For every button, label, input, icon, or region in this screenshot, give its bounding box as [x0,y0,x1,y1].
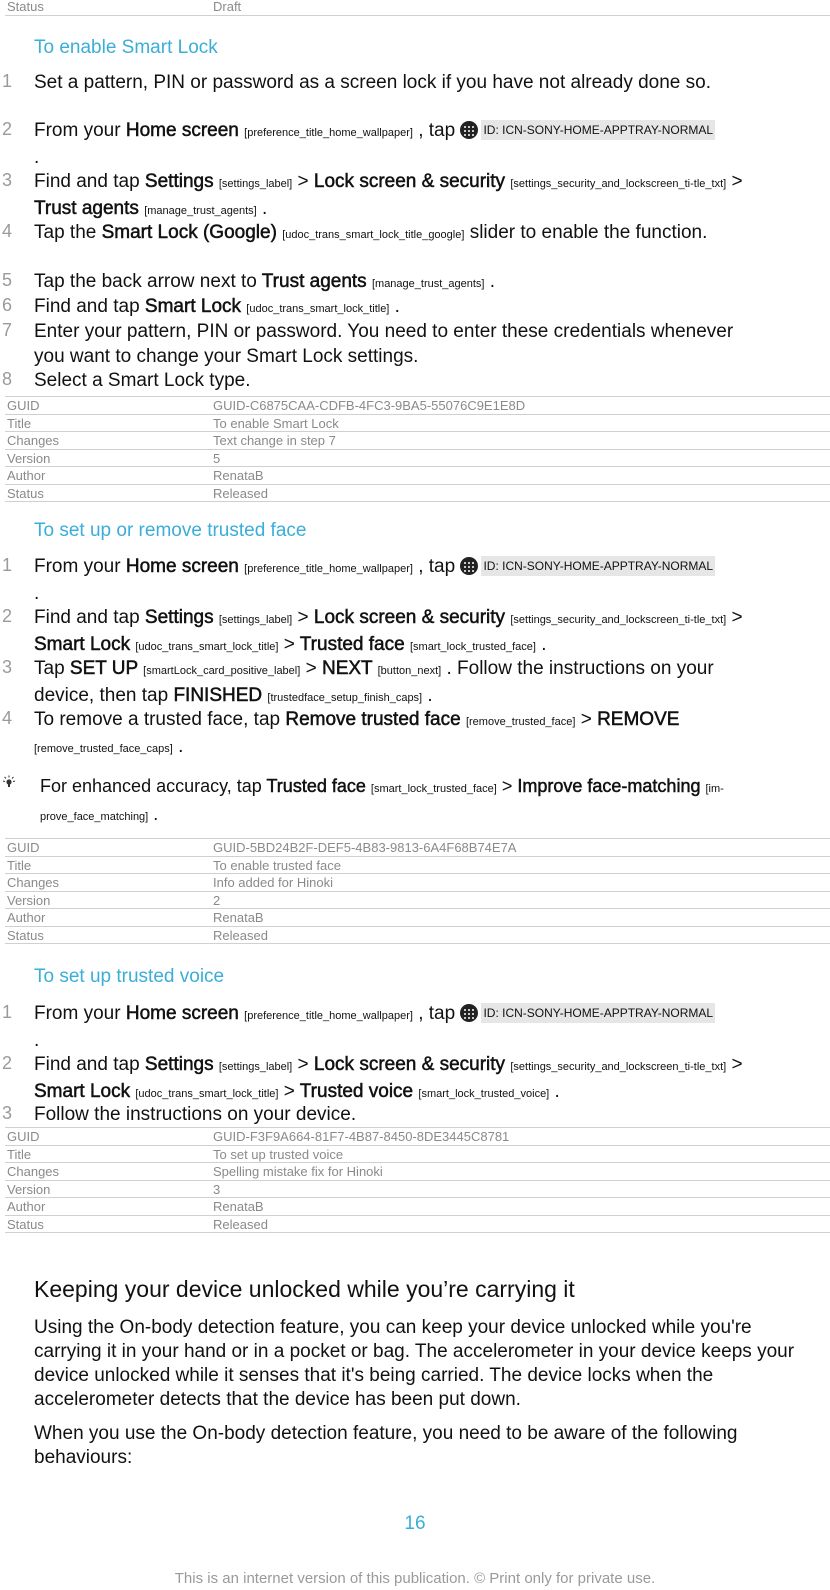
table-row: Status Released [5,1216,830,1234]
app-tray-icon [460,1004,478,1022]
step-text: To remove a trusted face, tap Remove trusted face [remove_trusted_face] > REMOVE [remove_trusted_face_caps] . [34,709,680,757]
step-text: Set a pattern, PIN or password as a screen lock if you have not already done so. [34,72,711,93]
table-row: Status Released [5,485,830,503]
step-number: 2 [2,606,13,626]
step-number: 1 [2,555,13,575]
table-row: Changes Spelling mistake fix for Hinoki [5,1163,830,1181]
section-heading: To set up trusted voice [34,966,225,987]
table-row: Author RenataB [5,1198,830,1216]
step-number: 6 [2,295,13,315]
table-key: Status [7,0,44,14]
step-text: From your Home screen [preference_title_home_wallpaper] , tap ID: ICN-SONY-HOME-APPTRAY-NORMAL . [34,120,714,168]
step-text: From your Home screen [preference_title_home_wallpaper] , tap ID: ICN-SONY-HOME-APPTRAY-NORMAL . [34,556,714,604]
metadata-table [5,396,830,502]
step-text: Select a Smart Lock type. [34,370,251,391]
step-text: Follow the instructions on your device. [34,1104,357,1125]
step-text: Find and tap Settings [settings_label] > Lock screen & security [settings_security_and_lockscreen_ti-tle_txt] > Trust agents [manage_trust_agents] . [34,171,743,219]
step-number: 4 [2,221,13,241]
table-row: Author RenataB [5,467,830,485]
table-row: GUID GUID-F3F9A664-81F7-4B87-8450-8DE3445C8781 [5,1128,830,1146]
step-number: 8 [2,369,13,389]
step-text: Tap SET UP [smartLock_card_positive_label] > NEXT [button_next] . Follow the instructions on your device, then tap FINISHED [trustedface_setup_finish_caps] . [34,658,714,706]
table-row: Version 5 [5,450,830,468]
step-text: Find and tap Settings [settings_label] > Lock screen & security [settings_security_and_lockscreen_ti-tle_txt] > Smart Lock [udoc_trans_smart_lock_title] > Trusted face [smart_lock_trusted_face] . [34,607,743,655]
step-number: 1 [2,71,13,91]
step-number: 2 [2,119,13,139]
section-heading: To enable Smart Lock [34,37,218,58]
table-row: Version 3 [5,1181,830,1199]
table-row: GUID GUID-C6875CAA-CDFB-4FC3-9BA5-55076C9E1E8D [5,397,830,415]
lightbulb-icon [2,775,16,789]
paragraph: Using the On-body detection feature, you can keep your device unlocked while you're carrying it in your hand or in a pocket or bag. The accelerometer in your device keeps your device unlocked while it senses that it's being carried. The device locks when the accelerometer detects that the device has been put down. [34,1317,795,1410]
step-number: 3 [2,1103,13,1123]
app-tray-icon [460,557,478,575]
step-text: Enter your pattern, PIN or password. You need to enter these credentials whenever you want to change your Smart Lock settings. [34,321,734,367]
table-row: Title To set up trusted voice [5,1146,830,1164]
table-row: Title To enable trusted face [5,857,830,875]
table-row: GUID GUID-5BD24B2F-DEF5-4B83-9813-6A4F68B74E7A [5,839,830,857]
section-title: Keeping your device unlocked while you’re carrying it [34,1276,575,1302]
step-number: 3 [2,170,13,190]
table-value: Draft [213,0,242,14]
metadata-table [5,1127,830,1233]
table-row: Changes Info added for Hinoki [5,874,830,892]
section-heading: To set up or remove trusted face [34,520,307,541]
step-number: 3 [2,657,13,677]
step-number: 2 [2,1053,13,1073]
step-text: From your Home screen [preference_title_home_wallpaper] , tap ID: ICN-SONY-HOME-APPTRAY-NORMAL . [34,1003,714,1051]
table-row [5,0,830,16]
paragraph: When you use the On-body detection feature, you need to be aware of the following behaviours: [34,1423,738,1468]
metadata-table-top [5,0,830,16]
step-text: Tap the Smart Lock (Google) [udoc_trans_smart_lock_title_google] slider to enable the function. [34,222,708,243]
ui-term: Home screen [125,120,239,141]
step-text: Find and tap Smart Lock [udoc_trans_smart_lock_title] . [34,296,400,317]
step-number: 7 [2,320,13,340]
metadata-table [5,838,830,944]
table-row: Changes Text change in step 7 [5,432,830,450]
step-number: 1 [2,1002,13,1022]
table-row: Version 2 [5,892,830,910]
table-row: Author RenataB [5,909,830,927]
tip-text: For enhanced accuracy, tap Trusted face [smart_lock_trusted_face] > Improve face-matching [im-prove_face_matching] . [40,776,724,824]
step-text: Find and tap Settings [settings_label] > Lock screen & security [settings_security_and_lockscreen_ti-tle_txt] > Smart Lock [udoc_trans_smart_lock_title] > Trusted voice [smart_lock_trusted_voice] . [34,1054,743,1102]
page-number: 16 [404,1513,426,1534]
footer-notice: This is an internet version of this publication. © Print only for private use. [174,1570,656,1587]
app-tray-icon [460,121,478,139]
step-text: Tap the back arrow next to Trust agents [manage_trust_agents] . [34,271,496,292]
table-row: Title To enable Smart Lock [5,415,830,433]
step-number: 4 [2,708,13,728]
step-number: 5 [2,270,13,290]
table-row: Status Released [5,927,830,945]
